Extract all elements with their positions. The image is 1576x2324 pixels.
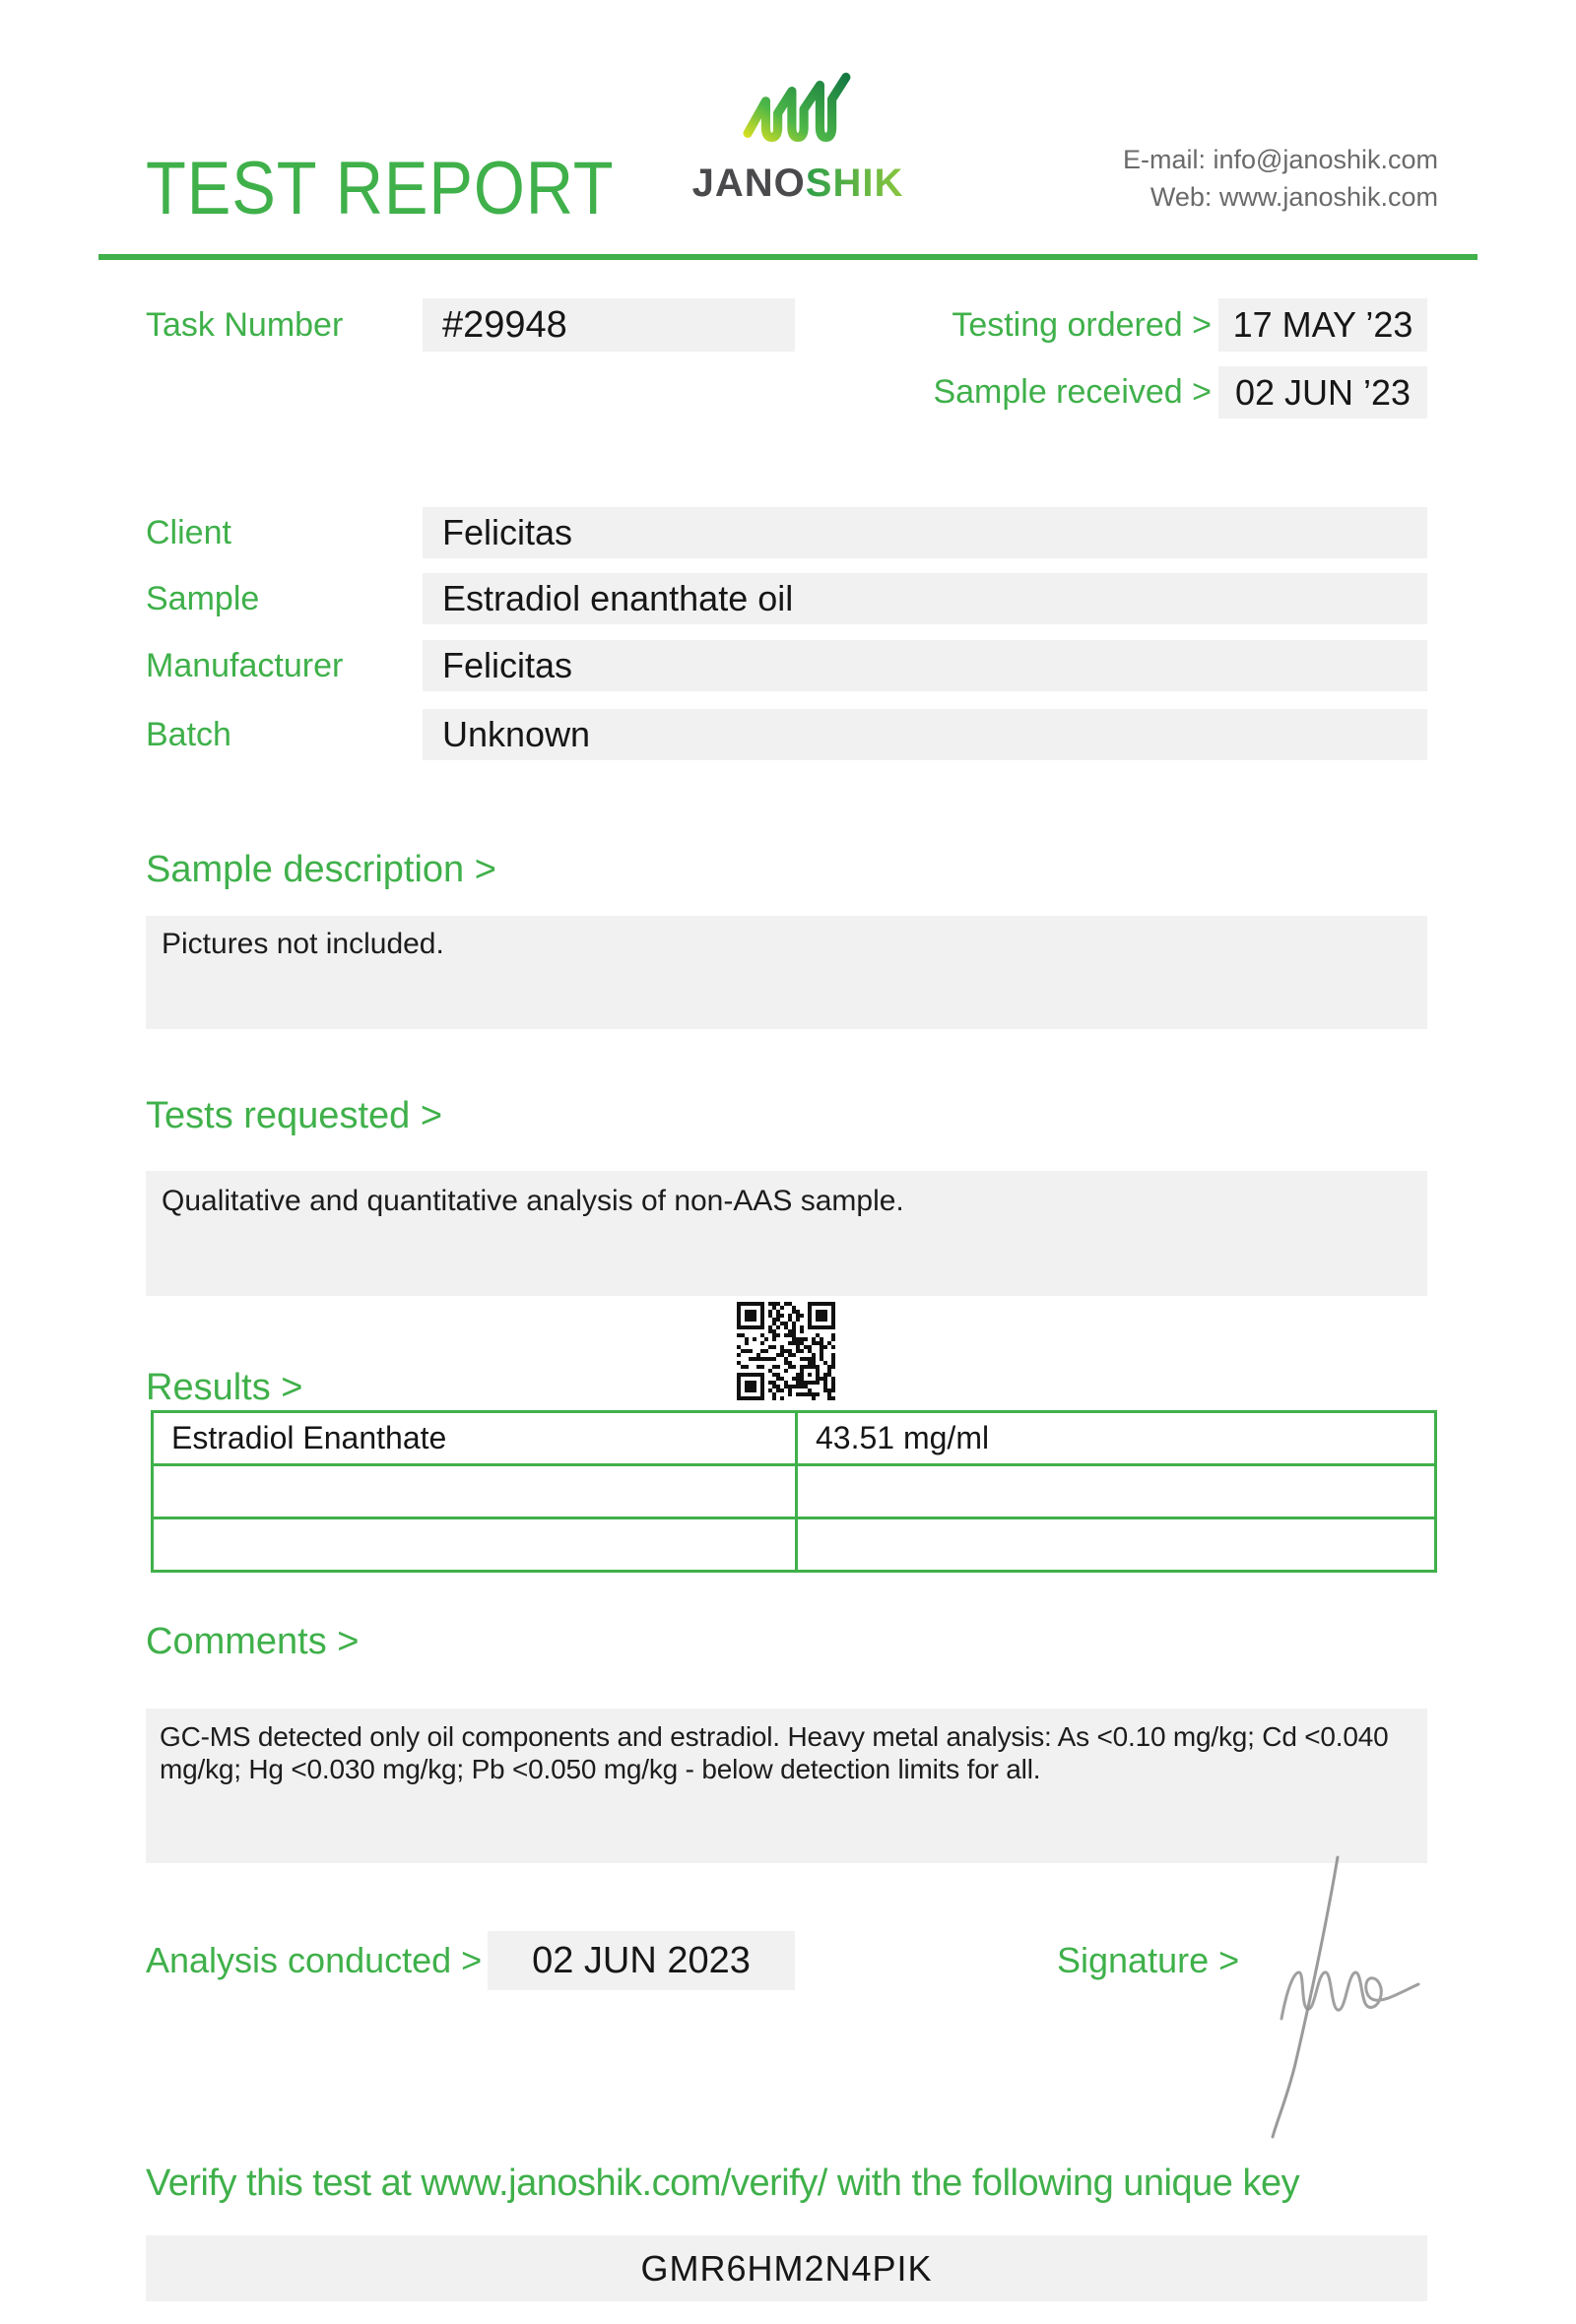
detail-row-manufacturer bbox=[146, 640, 1427, 691]
client-value: Felicitas bbox=[442, 512, 573, 552]
testing-ordered-label: Testing ordered > bbox=[952, 306, 1212, 344]
tests-requested-heading: Tests requested > bbox=[146, 1095, 443, 1136]
batch-value-box bbox=[423, 709, 1427, 760]
verify-key: GMR6HM2N4PIK bbox=[640, 2248, 933, 2289]
verify-key-box bbox=[146, 2235, 1427, 2301]
result-value-cell bbox=[798, 1413, 1434, 1463]
signature-scribble bbox=[1221, 1837, 1458, 2152]
sample-received-box bbox=[1218, 366, 1427, 419]
signature-label: Signature > bbox=[1057, 1940, 1240, 1980]
logo-text-shik: SHIK bbox=[805, 161, 904, 205]
testing-ordered-value: 17 MAY ’23 bbox=[1232, 304, 1413, 345]
tests-requested-box bbox=[146, 1171, 1427, 1296]
result-value: 43.51 mg/ml bbox=[816, 1420, 990, 1455]
logo-wordmark bbox=[680, 161, 916, 206]
result-name-cell bbox=[154, 1413, 798, 1463]
analysis-conducted-label: Analysis conducted > bbox=[146, 1940, 483, 1980]
result-name: Estradiol Enanthate bbox=[171, 1420, 447, 1455]
results-row-3 bbox=[154, 1517, 1434, 1570]
sample-received-label: Sample received > bbox=[933, 373, 1212, 411]
sample-description-box bbox=[146, 916, 1427, 1029]
task-number-value: #29948 bbox=[442, 304, 567, 346]
batch-value: Unknown bbox=[442, 714, 591, 754]
detail-row-client bbox=[146, 507, 1427, 558]
sample-value: Estradiol enanthate oil bbox=[442, 578, 794, 618]
detail-row-sample bbox=[146, 573, 1427, 624]
verify-text: Verify this test at www.janoshik.com/verify/ with the following unique key bbox=[146, 2163, 1300, 2204]
email-line: E-mail: info@janoshik.com bbox=[1122, 145, 1438, 174]
manufacturer-label: Manufacturer bbox=[146, 647, 344, 684]
sample-value-box bbox=[423, 573, 1427, 624]
analysis-date: 02 JUN 2023 bbox=[532, 1940, 751, 1981]
result-value-cell-empty bbox=[798, 1466, 1434, 1517]
manufacturer-value: Felicitas bbox=[442, 645, 573, 685]
task-number-box bbox=[423, 298, 795, 352]
contact-block bbox=[1123, 141, 1438, 216]
detail-row-batch bbox=[146, 709, 1427, 760]
header-divider bbox=[98, 254, 1478, 260]
result-name-cell-empty bbox=[154, 1466, 798, 1517]
sample-label: Sample bbox=[146, 580, 260, 617]
results-table bbox=[151, 1410, 1437, 1573]
testing-ordered-box bbox=[1218, 298, 1427, 352]
batch-label: Batch bbox=[146, 716, 231, 753]
web-line: Web: www.janoshik.com bbox=[1149, 182, 1438, 212]
logo-chart-icon bbox=[743, 69, 853, 156]
comments-text: GC-MS detected only oil components and estradiol. Heavy metal analysis: As <0.10 mg/kg; Cd <0.040 mg/kg; Hg <0.030 mg/kg; Pb <0.050 mg/kg - below detection limits for all. bbox=[160, 1721, 1389, 1784]
janoshik-logo bbox=[680, 69, 916, 206]
analysis-date-box bbox=[488, 1931, 795, 1990]
page-title: TEST REPORT bbox=[146, 147, 615, 230]
results-heading: Results > bbox=[146, 1367, 303, 1408]
results-row-1 bbox=[154, 1413, 1434, 1463]
logo-text-jano: JANO bbox=[691, 161, 806, 205]
results-row-2 bbox=[154, 1463, 1434, 1517]
sample-description-text: Pictures not included. bbox=[162, 928, 444, 960]
task-number-label: Task Number bbox=[146, 306, 344, 344]
manufacturer-value-box bbox=[423, 640, 1427, 691]
qr-code bbox=[737, 1302, 835, 1400]
tests-requested-text: Qualitative and quantitative analysis of non-AAS sample. bbox=[162, 1185, 904, 1217]
result-value-cell-empty2 bbox=[798, 1519, 1434, 1570]
client-label: Client bbox=[146, 514, 231, 551]
sample-description-heading: Sample description > bbox=[146, 849, 496, 890]
comments-heading: Comments > bbox=[146, 1621, 360, 1662]
sample-received-value: 02 JUN ’23 bbox=[1234, 372, 1412, 413]
result-name-cell-empty2 bbox=[154, 1519, 798, 1570]
client-value-box bbox=[423, 507, 1427, 558]
